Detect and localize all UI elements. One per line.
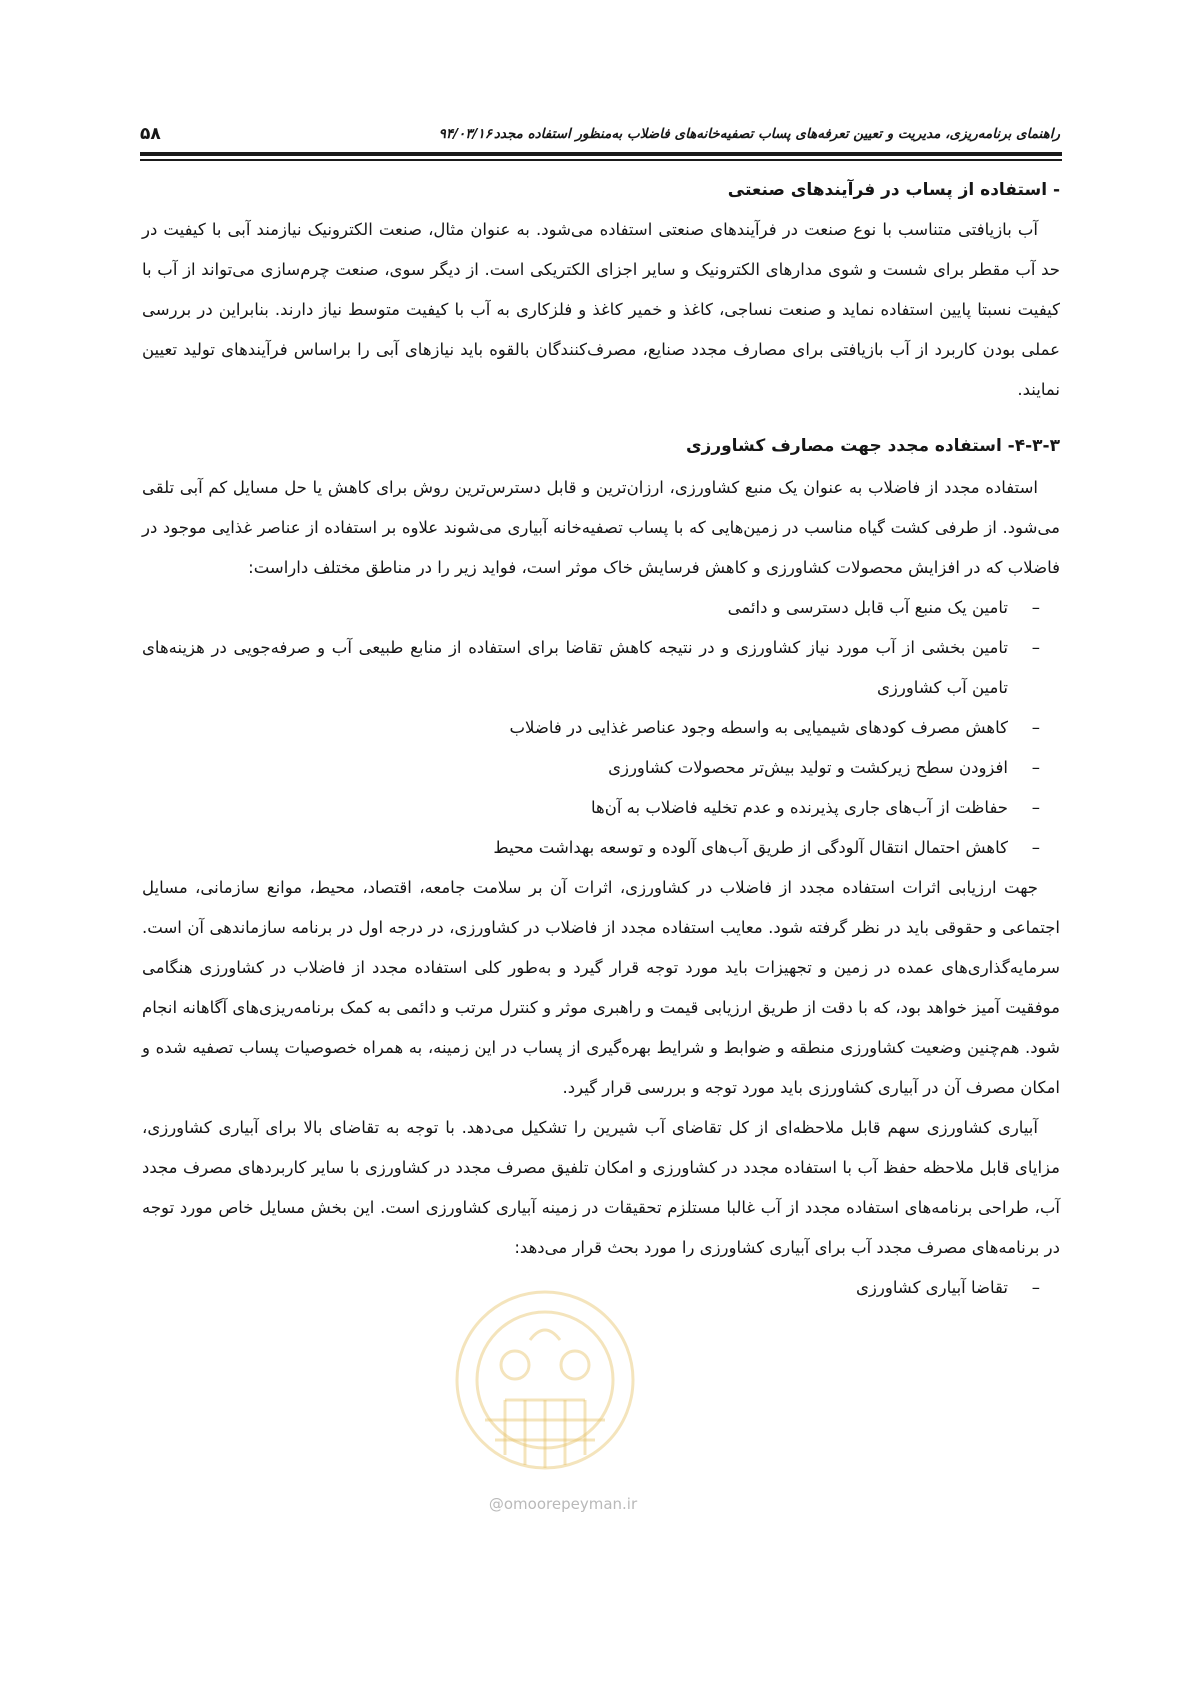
list-item xyxy=(142,628,1060,708)
topics-list xyxy=(142,1268,1060,1308)
page-number: ۵۸ xyxy=(140,124,161,144)
dash-marker: – xyxy=(1031,1278,1040,1297)
header-title: راهنمای برنامه‌ریزی، مدیریت و تعیین تعرفه‌های پساب تصفیه‌خانه‌های فاضلاب به‌منظور استفاده مجدد xyxy=(493,126,1060,142)
header-rule-thick xyxy=(140,152,1062,156)
subsection-heading: - استفاده از پساب در فرآیندهای صنعتی xyxy=(727,180,1060,200)
list-item xyxy=(142,1268,1060,1308)
dash-marker: – xyxy=(1031,718,1040,737)
dash-marker: – xyxy=(1031,798,1040,817)
list-item-text: تامین یک منبع آب قابل دسترسی و دائمی xyxy=(727,598,1008,617)
running-header xyxy=(140,118,1060,148)
irrigation-paragraph: آبیاری کشاورزی سهم قابل ملاحظه‌ای از کل تقاضای آب شیرین را تشکیل می‌دهد. با توجه به تقاضای بالا برای آبیاری کشاورزی، مزایای قابل ملاحظه حفظ آب با استفاده مجدد در کشاورزی و امکان تلفیق مصرف مجدد در کشاورزی با سایر کاربردهای مصرف مجدد آب، طراحی برنامه‌های استفاده مجدد از آب غالبا مستلزم تحقیقات در زمینه آبیاری کشاورزی است. این بخش مسایل خاص مورد توجه در برنامه‌های مصرف مجدد آب برای آبیاری کشاورزی را مورد بحث قرار می‌دهد: xyxy=(142,1118,1060,1257)
dash-marker: – xyxy=(1031,838,1040,857)
dash-marker: – xyxy=(1031,598,1040,617)
header-date: ۹۴/۰۳/۱۶ xyxy=(438,126,492,142)
list-item-text: تقاضا آبیاری کشاورزی xyxy=(856,1278,1008,1297)
dash-marker: – xyxy=(1031,758,1040,777)
section-heading: ۴-۳-۳- استفاده مجدد جهت مصارف کشاورزی xyxy=(685,436,1060,456)
list-item-text: افزودن سطح زیرکشت و تولید بیش‌تر محصولات کشاورزی xyxy=(608,758,1008,777)
dash-marker: – xyxy=(1031,638,1040,657)
header-rule-thin xyxy=(140,159,1062,161)
list-item-text: تامین بخشی از آب مورد نیاز کشاورزی و در نتیجه کاهش تقاضا برای استفاده از منابع طبیعی آب و صرفه‌جویی در هزینه‌های تامین آب کشاورزی xyxy=(142,638,1008,697)
list-item-text: کاهش احتمال انتقال آلودگی از طریق آب‌های آلوده و توسعه بهداشت محیط xyxy=(493,838,1008,857)
list-item-text: حفاظت از آب‌های جاری پذیرنده و عدم تخلیه فاضلاب به آن‌ها xyxy=(590,798,1008,817)
list-item xyxy=(142,828,1060,868)
benefits-list xyxy=(142,588,1060,868)
list-item xyxy=(142,788,1060,828)
list-item xyxy=(142,708,1060,748)
evaluation-paragraph: جهت ارزیابی اثرات استفاده مجدد از فاضلاب در کشاورزی، اثرات آن بر سلامت جامعه، اقتصاد، محیط، موانع سازمانی، مسایل اجتماعی و حقوقی باید در نظر گرفته شود. معایب استفاده مجدد از فاضلاب در کشاورزی، در درجه اول در برنامه سازماندهی آن است. سرمایه‌گذاری‌های عمده در زمین و تجهیزات باید مورد توجه قرار گیرد و به‌طور کلی استفاده مجدد از فاضلاب در کشاورزی هنگامی موفقیت آمیز خواهد بود، که با دقت از طریق ارزیابی قیمت و راهبری موثر و کنترل مرتب و دائمی به کمک برنامه‌ریزی‌های آگاهانه انجام شود. هم‌چنین وضعیت کشاورزی منطقه و ضوابط و شرایط بهره‌گیری از پساب در این زمینه، به همراه خصوصیات پساب تصفیه شده و امکان مصرف آن در آبیاری کشاورزی باید مورد توجه و بررسی قرار گیرد. xyxy=(142,878,1060,1097)
industrial-paragraph: آب بازیافتی متناسب با نوع صنعت در فرآیندهای صنعتی استفاده می‌شود. به عنوان مثال، صنعت الکترونیک نیازمند آبی با کیفیت در حد آب مقطر برای شست و شوی مدارهای الکترونیک و سایر اجزای الکتریکی است. از دیگر سوی، صنعت چرم‌سازی می‌تواند از آب با کیفیت نسبتا پایین استفاده نماید و صنعت نساجی، کاغذ و خمیر کاغذ و فلزکاری به آب با کیفیت متوسط نیاز دارند. بنابراین در بررسی عملی بودن کاربرد از آب بازیافتی برای مصارف مجدد صنایع، مصرف‌کنندگان بالقوه باید نیازهای آبی را براساس فرآیندهای تولید تعیین نمایند. xyxy=(142,220,1060,399)
watermark-url: @omoorepeyman.ir xyxy=(488,1495,638,1513)
list-item-text: کاهش مصرف کودهای شیمیایی به واسطه وجود عناصر غذایی در فاضلاب xyxy=(509,718,1008,737)
list-item xyxy=(142,748,1060,788)
agriculture-intro-paragraph: استفاده مجدد از فاضلاب به عنوان یک منبع کشاورزی، ارزان‌ترین و قابل دسترس‌ترین روش برای کاهش یا حل مسایل کم آبی تلقی می‌شود. از طرفی کشت گیاه مناسب در زمین‌هایی که با پساب تصفیه‌خانه آبیاری می‌شوند علاوه بر استفاده از عناصر غذایی موجود در فاضلاب که در افزایش محصولات کشاورزی و کاهش فرسایش خاک موثر است، فواید زیر را در مناطق مختلف داراست: xyxy=(142,478,1060,577)
body-content xyxy=(142,168,1060,1308)
list-item xyxy=(142,588,1060,628)
